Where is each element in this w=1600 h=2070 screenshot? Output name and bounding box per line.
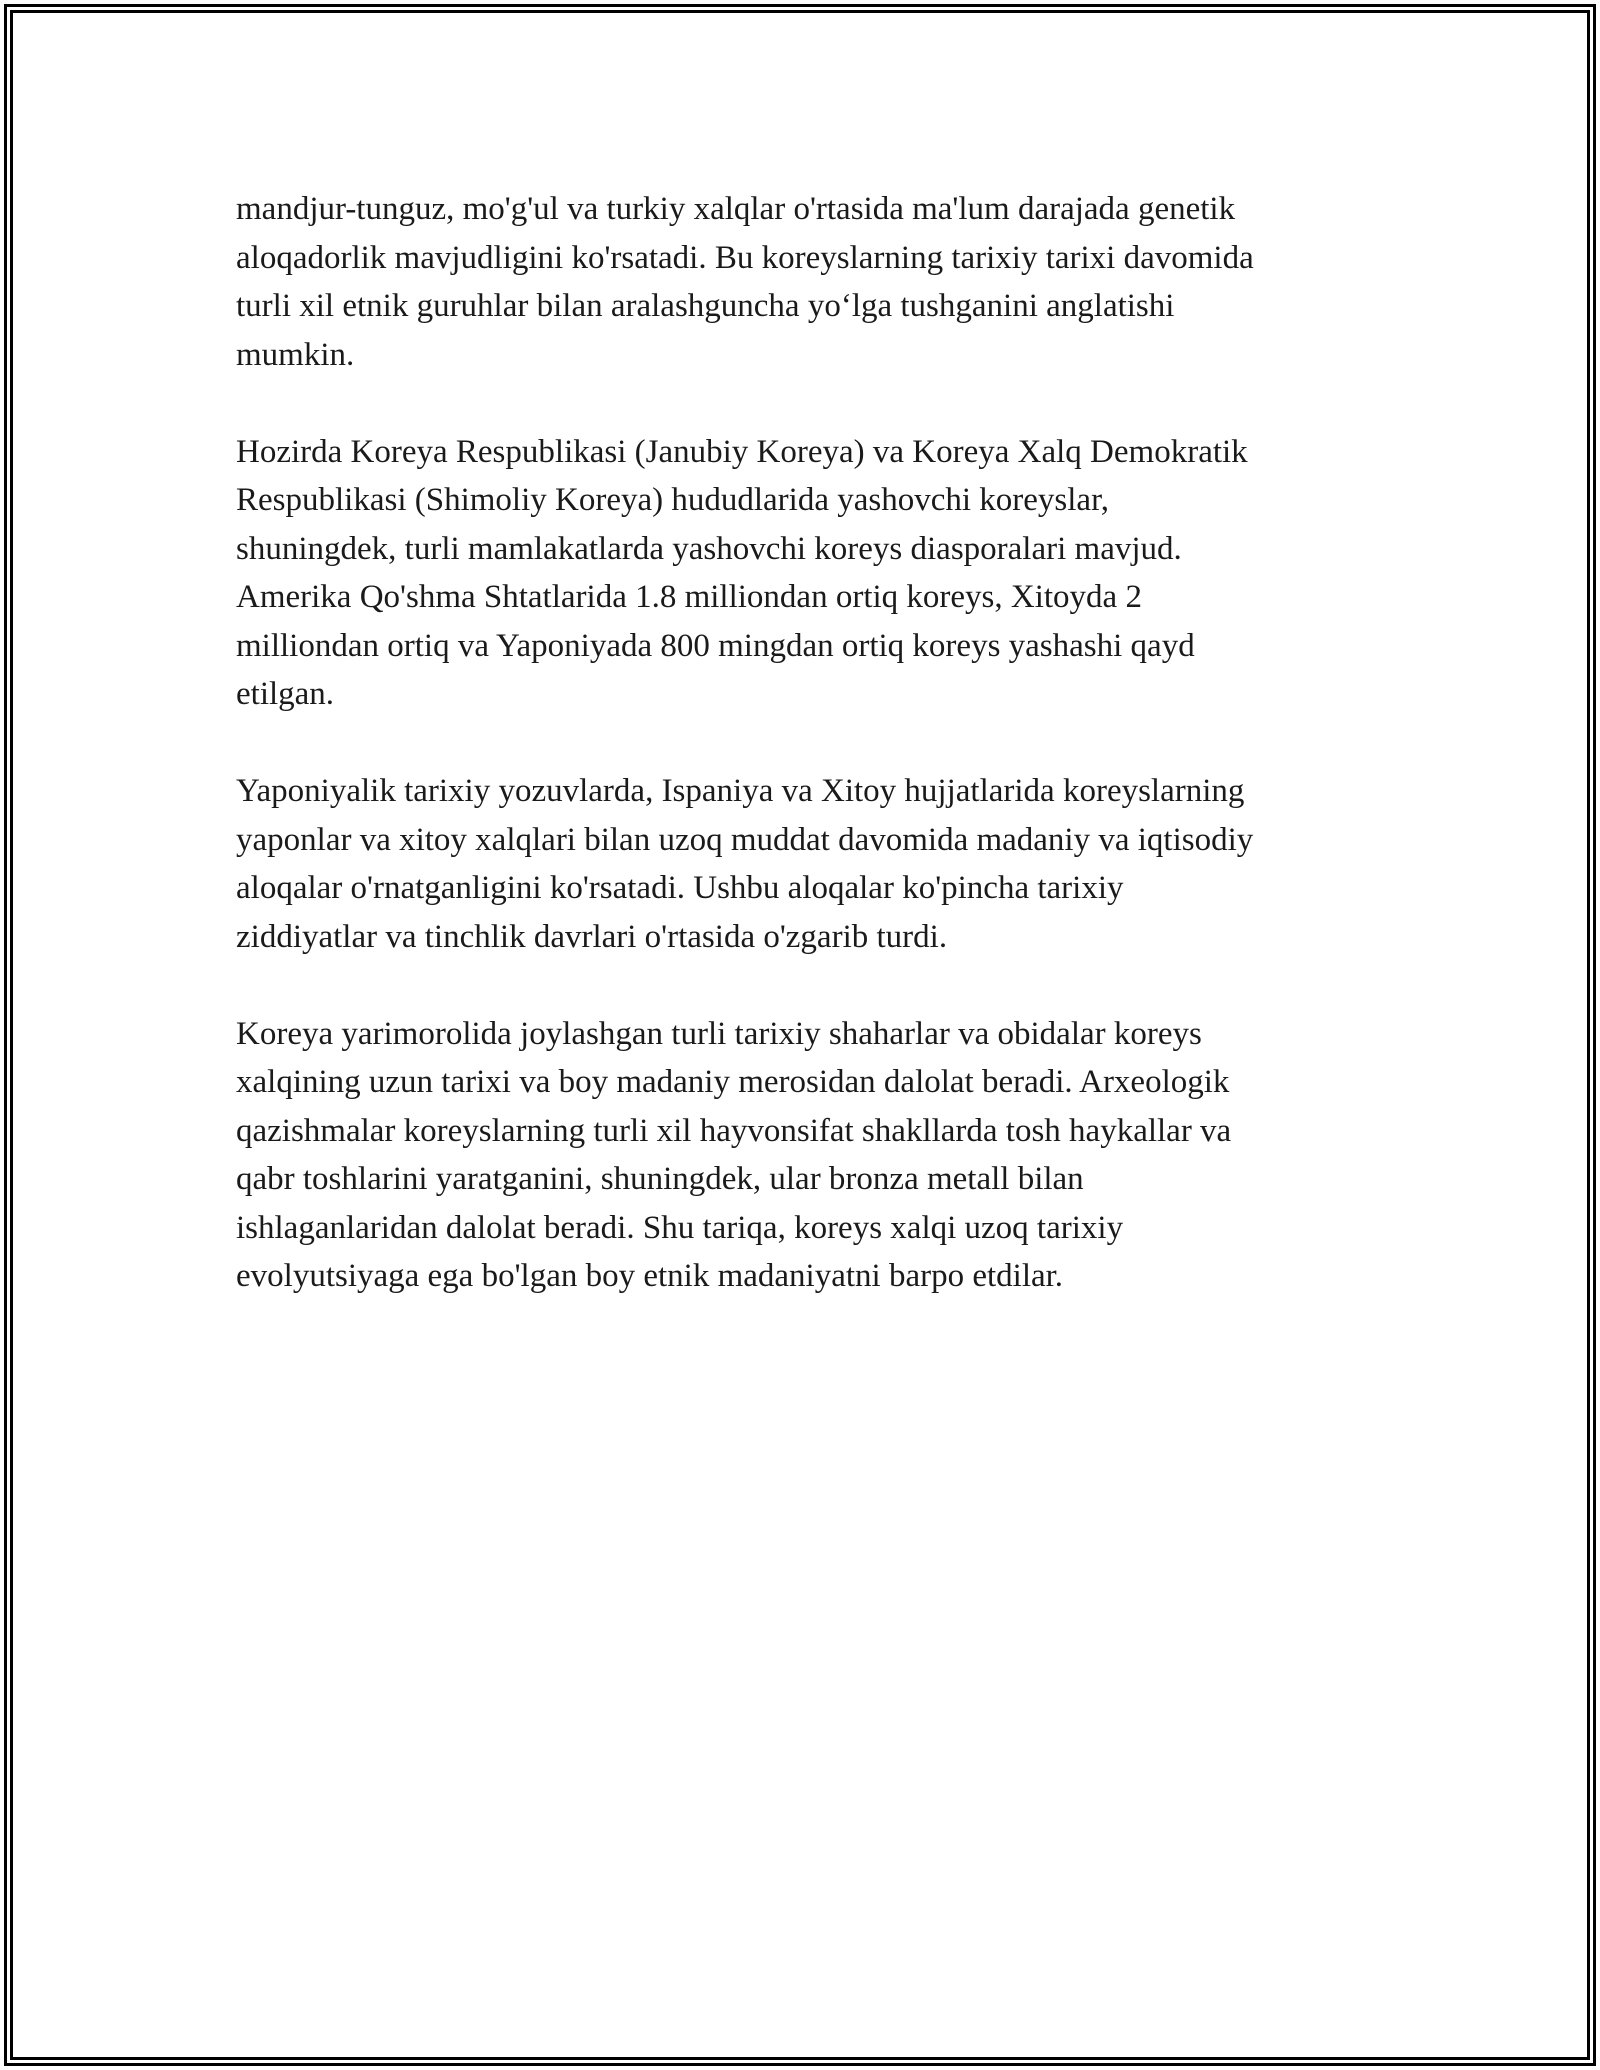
paragraph-cultural-heritage: Koreya yarimorolida joylashgan turli tarixiy shaharlar va obidalar koreys xalqining uzun tarixi va boy madaniy merosidan dalolat beradi. Arxeologik qazishmalar koreyslarning turli xil hayvonsifat shakllarda tosh haykallar va qabr toshlarini yaratganini, shuningdek, ular bronza metall bilan ishlaganlaridan dalolat beradi. Shu tariqa, koreys xalqi uzoq tarixiy evolyutsiyaga ega bo'lgan boy etnik madaniyatni barpo etdilar.: [236, 1015, 1232, 1294]
paragraph-historical-relations: Yaponiyalik tarixiy yozuvlarda, Ispaniya va Xitoy hujjatlarida koreyslarning yaponlar va xitoy xalqlari bilan uzoq muddat davomida madaniy va iqtisodiy aloqalar o'rnatganligini ko'rsatadi. Ushbu aloqalar ko'pincha tarixiy ziddiyatlar va tinchlik davrlari o'rtasida o'zgarib turdi.: [236, 773, 1254, 955]
paragraph-genetic-relations: mandjur-tunguz, mo'g'ul va turkiy xalqlar o'rtasida ma'lum darajada genetik aloqadorlik mavjudligini ko'rsatadi. Bu koreyslarning tarixiy tarixi davomida turli xil etnik guruhlar bilan aralashguncha yo‘lga tushganini anglatishi mumkin.: [236, 191, 1254, 373]
document-body: [236, 185, 1386, 1349]
paragraph-korean-diaspora: Hozirda Koreya Respublikasi (Janubiy Koreya) va Koreya Xalq Demokratik Respublikasi (Shimoliy Koreya) hududlarida yashovchi koreyslar, shuningdek, turli mamlakatlarda yashovchi koreys diasporalari mavjud. Amerika Qo'shma Shtatlarida 1.8 milliondan ortiq koreys, Xitoyda 2 milliondan ortiq va Yaponiyada 800 mingdan ortiq koreys yashashi qayd etilgan.: [236, 433, 1248, 712]
